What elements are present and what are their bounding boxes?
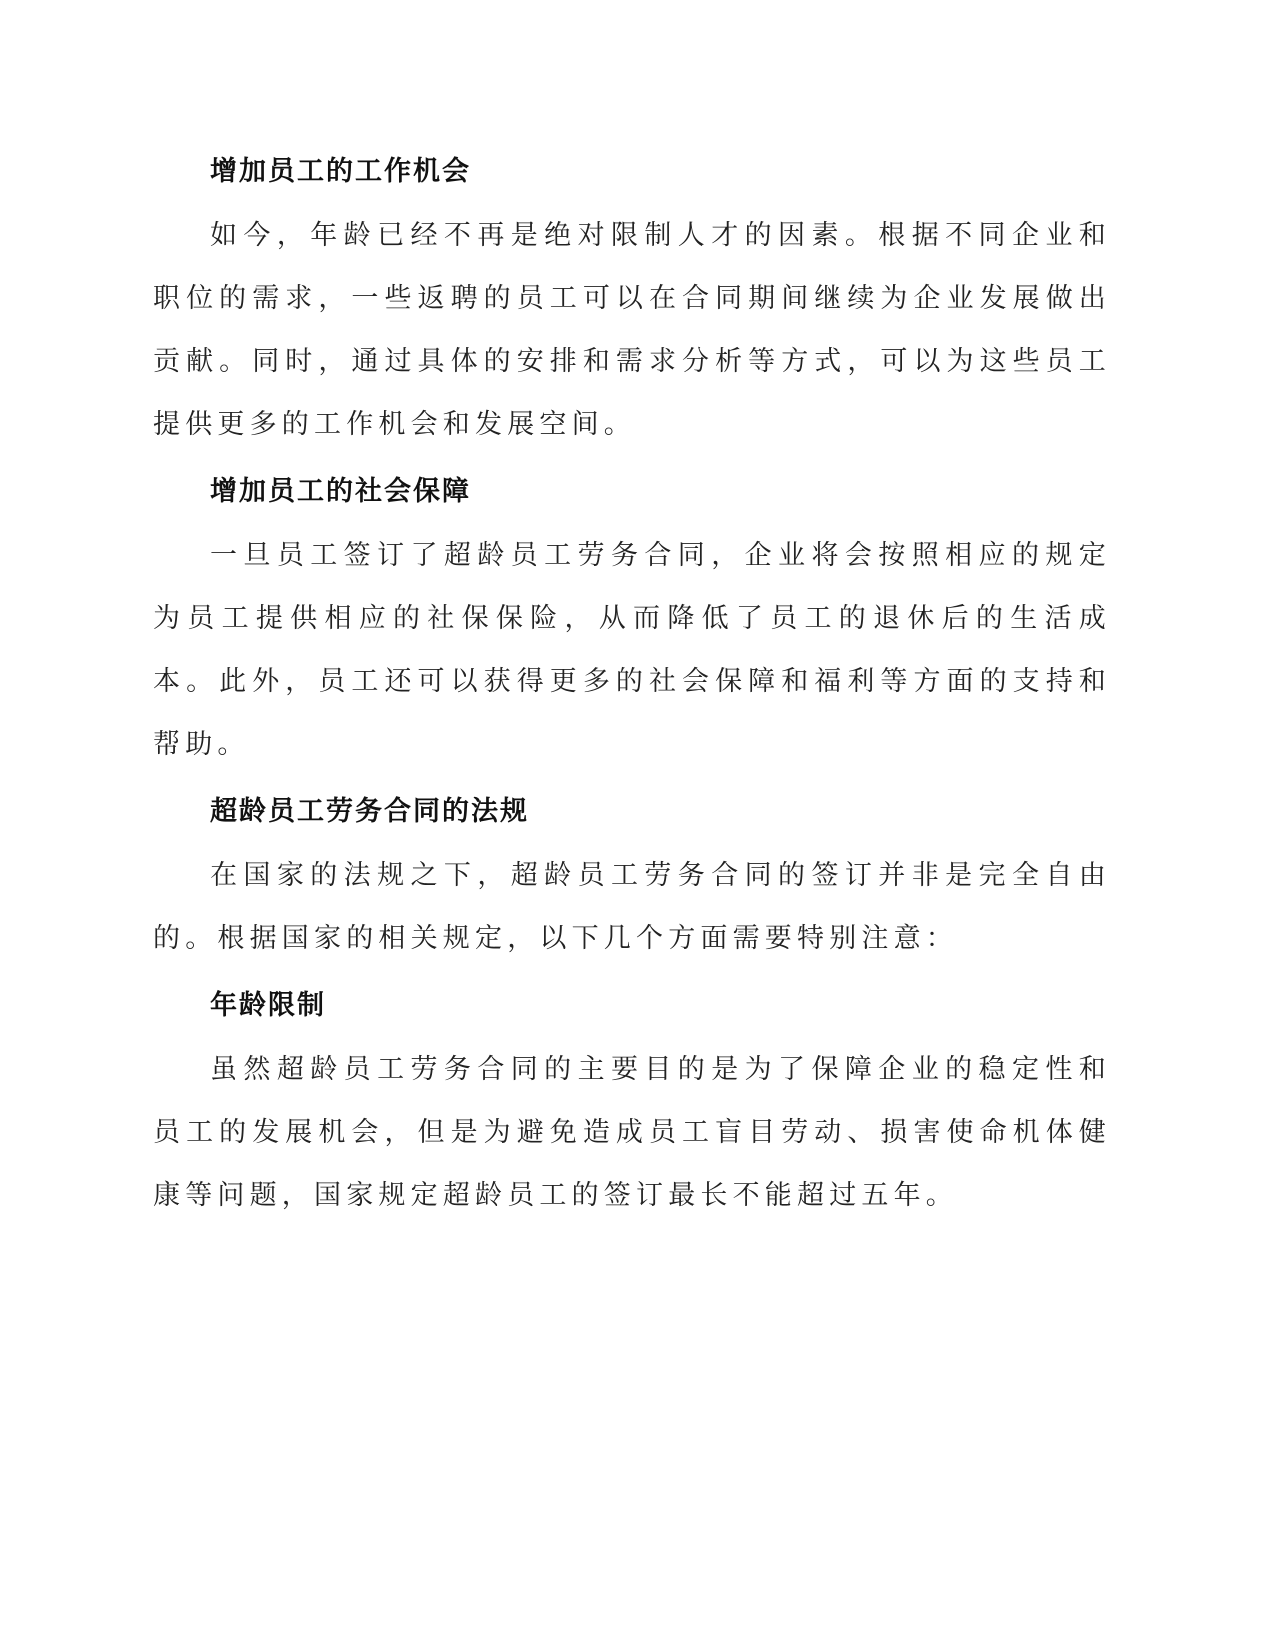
section-paragraph: 一旦员工签订了超龄员工劳务合同，企业将会按照相应的规定为员工提供相应的社保保险，从而降低了员工的退休后的生活成本。此外，员工还可以获得更多的社会保障和福利等方面的支持和帮助。: [153, 540, 1111, 760]
section-heading: 超龄员工劳务合同的法规: [210, 796, 529, 827]
section-paragraph: 如今，年龄已经不再是绝对限制人才的因素。根据不同企业和职位的需求，一些返聘的员工可以在合同期间继续为企业发展做出贡献。同时，通过具体的安排和需求分析等方式，可以为这些员工提供更多的工作机会和发展空间。: [153, 220, 1111, 440]
section-age-limit: [153, 974, 1111, 1227]
section-social-security: [153, 460, 1111, 776]
document-body: [153, 140, 1111, 1231]
section-paragraph: 在国家的法规之下，超龄员工劳务合同的签订并非是完全自由的。根据国家的相关规定，以下几个方面需要特别注意：: [153, 860, 1111, 954]
section-work-opportunities: [153, 140, 1111, 456]
section-heading: 增加员工的工作机会: [210, 156, 471, 187]
section-regulations: [153, 780, 1111, 970]
section-heading: 年龄限制: [210, 990, 326, 1021]
section-paragraph: 虽然超龄员工劳务合同的主要目的是为了保障企业的稳定性和员工的发展机会，但是为避免造成员工盲目劳动、损害使命机体健康等问题，国家规定超龄员工的签订最长不能超过五年。: [153, 1054, 1111, 1211]
section-heading: 增加员工的社会保障: [210, 476, 471, 507]
